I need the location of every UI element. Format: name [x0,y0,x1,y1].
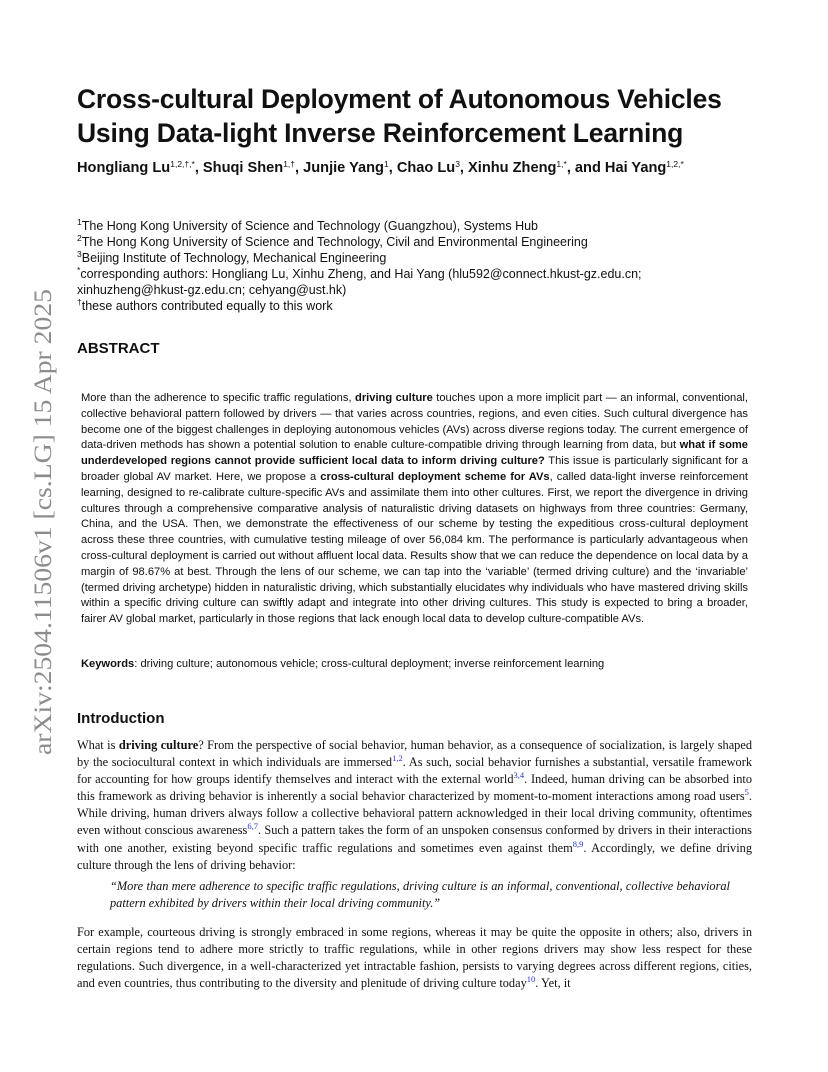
author: Hai Yang$^{1,2,*}$ [604,159,684,176]
introduction-paragraph: What is driving culture? From the perspective of social behavior, human behavior, as a consequence of socialization, is largely shaped by the sociocultural context in which individuals are immersed$^{1,2}$. As such, social behavior furnishes a substantial, versatile framework for accounting for how groups identify themselves and interact with the external world$^{3,4}$. Indeed, human driving can be absorbed into this framework as driving behavior is inherently a social behavior characterized by moment-to-moment interactions among road users$^5$. While driving, human drivers always follow a collective behavioral pattern acknowledged in their local driving community, oftentimes even without conscious awareness$^{6,7}$. Such a pattern takes the form of an unspoken consensus conformed by drivers in their interactions with one another, existing beyond specific traffic regulations and sometimes even against them$^{8,9}$. Accordingly, we define driving culture through the lens of driving behavior: [77,738,753,872]
affiliation-line: $^3$Beijing Institute of Technology, Mechanical Engineering [77,249,387,265]
paper-title: Cross-cultural Deployment of Autonomous Vehicles Using Data-light Inverse Reinforcement Learning [77,84,722,148]
abstract-heading: ABSTRACT [77,340,160,357]
citation-link[interactable]: 10 [526,974,536,985]
affiliations [77,218,757,314]
definition-quote: “More than mere adherence to specific traffic regulations, driving culture is an informal, conventional, collective behavioral pattern exhibited by drivers within their local driving community.” [110,879,730,911]
keywords: Keywords: driving culture; autonomous vehicle; cross-cultural deployment; inverse reinforcement learning [81,658,605,670]
citation-link[interactable]: 8,9 [572,838,584,849]
equal-contribution-note: †these authors contributed equally to this work [77,297,333,313]
keywords-label: Keywords [81,658,135,670]
introduction-paragraph: For example, courteous driving is strongly embraced in some regions, whereas it may be quite the opposite in others; also, drivers in certain regions tend to adhere more strictly to traffic regulations, while in other regions drivers may show less respect for these regulations. Such divergence, in a well-characterized yet intractable fashion, persists to varying degrees across different regions, cities, and even countries, thus contributing to the diversity and plenitude of driving culture today$^{10}$. Yet, it [77,925,752,991]
author: Hongliang $Lu^{1,2,\dagger,*}$, [77,159,203,176]
author: Xinhu Zheng$^{1,*}$, and [468,159,605,176]
corresponding-authors-emails: xinhuzheng@hkust-gz.edu.cn; cehyang@ust.hk) [77,283,347,297]
citation-link[interactable]: 3,4 [513,770,525,781]
introduction-heading: Introduction [77,710,165,727]
citation-link[interactable]: 1,2 [392,753,403,764]
corresponding-authors-note: *corresponding authors: Hongliang Lu, Xinhu Zheng, and Hai Yang (hlu592@connect.hkust-gz.edu.cn; [77,265,642,281]
affiliation-line: $^2$The Hong Kong University of Science and Technology, Civil and Environmental Engineering [77,233,588,249]
arxiv-identifier-text: arXiv:2504.11506v1 [cs.LG] 15 Apr 2025 [28,325,57,755]
affiliation-line: $^1$The Hong Kong University of Science and Technology (Guangzhou), Systems Hub [77,217,539,233]
arxiv-identifier-stamp [20,287,60,757]
author: Shuqi Shen$^{1,\dagger}$, [202,159,304,176]
abstract-text: More than the adherence to specific traffic regulations, driving culture touches upon a more implicit part — an informal, conventional, collective behavioral pattern followed by drivers — that varies across countries, regions, and even cities. Such cultural divergence has become one of the biggest challenges in deploying autonomous vehicles (AVs) across diverse regions today. The current emergence of data-driven methods has shown a potential solution to enable culture-compatible driving through learning from data, but what if some underdeveloped regions cannot provide sufficient local data to inform driving culture? This issue is particularly significant for a broader global AV market. Here, we propose a cross-cultural deployment scheme for AVs, called data-light inverse reinforcement learning, designed to re-calibrate culture-specific AVs and assimilate them into other cultures. First, we report the divergence in driving cultures through a comprehensive comparative analysis of naturalistic driving datasets on highways from three countries: Germany, China, and the USA. Then, we demonstrate the effectiveness of our scheme by testing the expeditious cross-cultural deployment across these three countries, with cumulative testing mileage of over 56,084 km. The performance is particularly advantageous when cross-cultural deployment is carried out without affluent local data. Results show that we can reduce the dependence on local data by a margin of 98.67% at best. Through the lens of our scheme, we can tap into the ‘variable’ (termed driving culture) and the ‘invariable’ (termed driving archetype) hidden in naturalistic driving, which substantially elucidates why individuals who have mastered driving skills within a specific driving culture can swiftly adapt and integrate into other driving cultures. This study is expected to bring a broader, fairer AV global market, particularly in those regions that lack enough local data to develop culture-compatible AVs. [81,392,748,626]
citation-link[interactable]: 6,7 [247,821,258,832]
author: Chao Lu$^3$, [396,159,469,176]
citation-link[interactable]: 5 [744,787,749,798]
author: Junjie Yang$^1$, [303,159,397,176]
author-list [77,159,757,178]
